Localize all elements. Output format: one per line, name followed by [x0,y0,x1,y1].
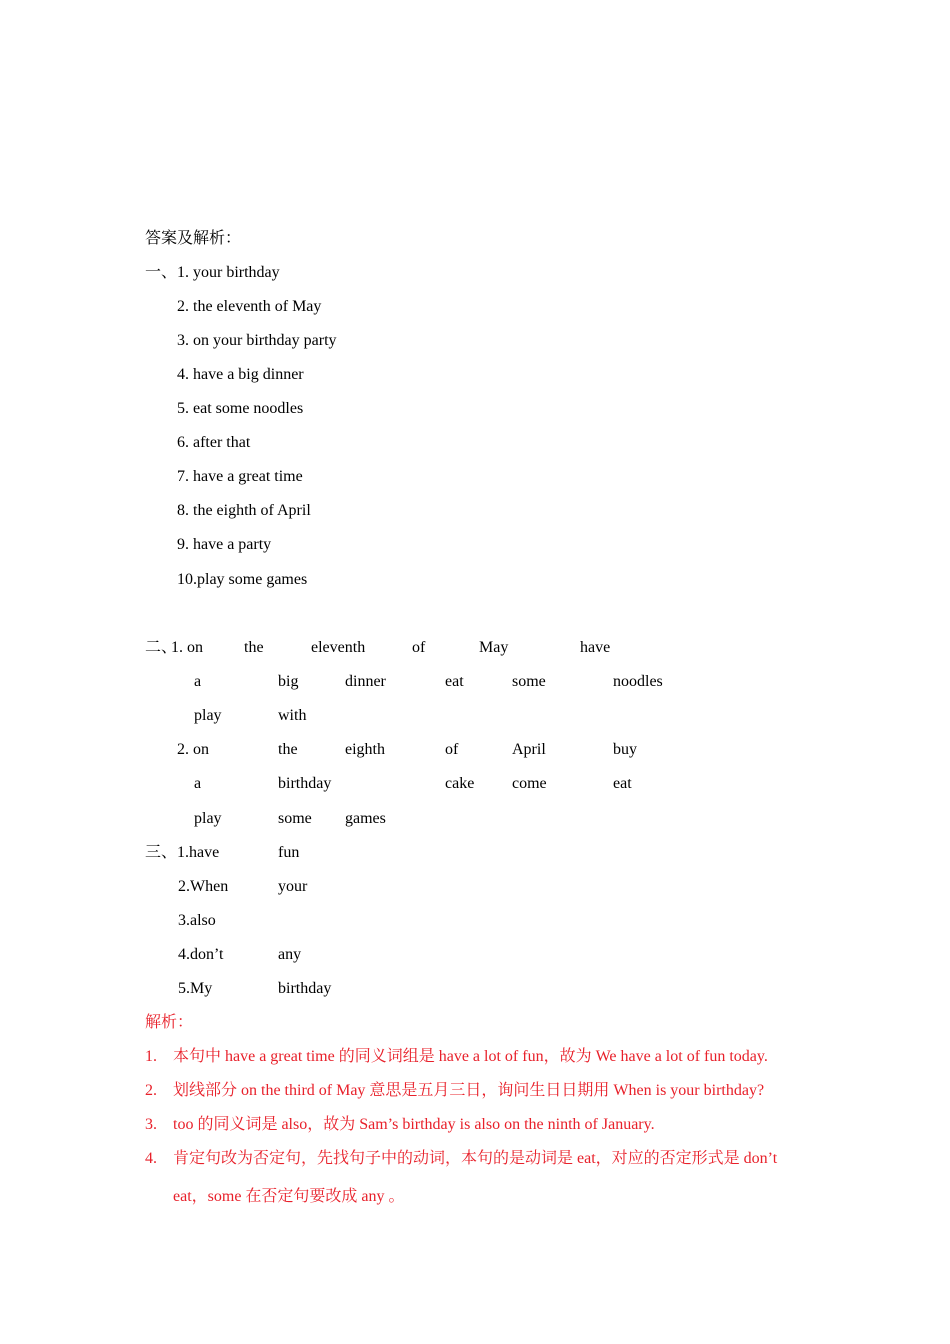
part3-word: 4.don’t [178,946,224,963]
part2-word: dinner [345,673,386,690]
part2-word: some [278,810,312,827]
part2-word: 1. on [171,639,203,656]
part2-label: 二、 [145,639,178,656]
part2-word: a [194,775,202,792]
part2-word: May [479,639,509,656]
part2-word: April [512,741,546,758]
analysis-text: 本句中 have a great time 的同义词组是 have a lot of fun，故为 We have a lot of fun today. [173,1048,768,1065]
part2-word: play [194,810,222,827]
part1-item: 9. have a party [177,536,272,553]
part2-word: have [580,639,611,656]
analysis-text: 肯定句改为否定句，先找句子中的动词，本句的是动词是 eat，对应的否定形式是 don’t [173,1150,778,1167]
part3-word: fun [278,844,300,861]
part3-word: 3.also [178,912,216,929]
part1-label: 一、 [145,264,178,281]
part2-word: of [445,741,459,758]
analysis-number: 3. [145,1116,157,1133]
part1-item: 1. your birthday [177,264,280,281]
part1-item: 5. eat some noodles [177,400,304,417]
part2-word: with [278,707,307,724]
part2-word: eleventh [311,639,366,656]
part1-item: 8. the eighth of April [177,502,311,519]
part2-word: birthday [278,775,332,792]
part2-word: of [412,639,426,656]
part3-word: any [278,946,302,963]
part2-word: come [512,775,547,792]
part2-word: the [244,639,264,656]
part2-word: eat [613,775,632,792]
part2-word: big [278,673,299,690]
analysis-title: 解析： [145,1014,194,1031]
analysis-number: 4. [145,1150,157,1167]
part1-item: 7. have a great time [177,468,303,485]
part1-item: 3. on your birthday party [177,332,337,349]
part2-word: 2. on [177,741,209,758]
part2-word: buy [613,741,637,758]
analysis-text-continued: eat，some 在否定句要改成 any 。 [173,1188,405,1205]
part2-word: eighth [345,741,385,758]
part2-word: cake [445,775,475,792]
part2-word: eat [445,673,464,690]
part1-item: 2. the eleventh of May [177,298,322,315]
part2-word: some [512,673,546,690]
part3-word: your [278,878,308,895]
part3-word: 5.My [178,980,213,997]
part3-word: birthday [278,980,332,997]
analysis-number: 1. [145,1048,157,1065]
part2-word: play [194,707,222,724]
part2-word: the [278,741,298,758]
part2-word: games [345,810,386,827]
part2-word: a [194,673,202,690]
part2-word: noodles [613,673,663,690]
part1-item: 10.play some games [177,571,308,588]
answer-heading: 答案及解析： [145,230,242,247]
analysis-text: 划线部分 on the third of May 意思是五月三日，询问生日日期用 When is your birthday? [173,1082,765,1099]
analysis-text: too 的同义词是 also，故为 Sam’s birthday is also on the ninth of January. [173,1116,655,1133]
part3-label: 三、 [145,844,178,861]
part3-word: 1.have [177,844,220,861]
part3-word: 2.When [178,878,229,895]
part1-item: 4. have a big dinner [177,366,304,383]
analysis-number: 2. [145,1082,157,1099]
part1-item: 6. after that [177,434,251,451]
